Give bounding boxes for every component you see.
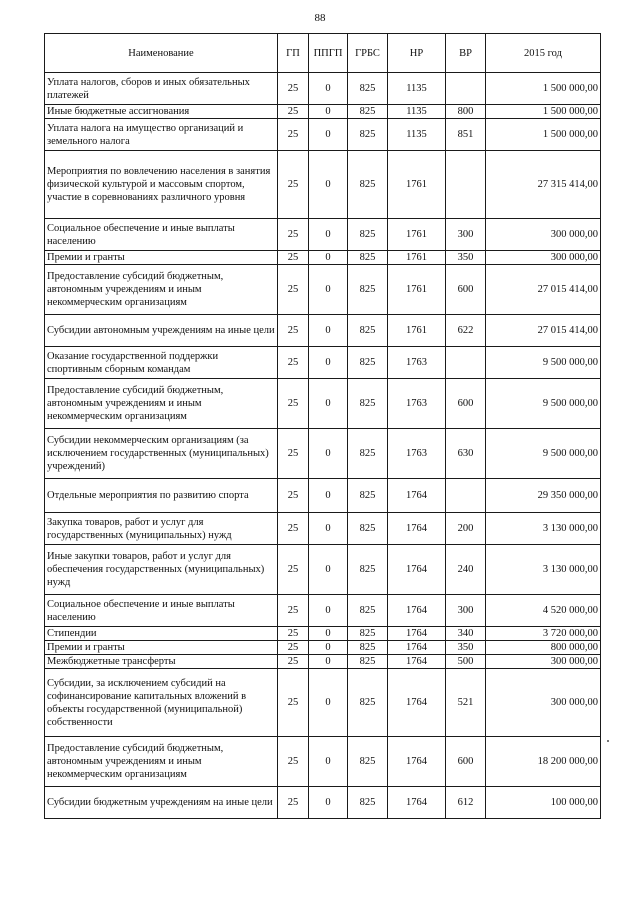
row-name: Иные закупки товаров, работ и услуг для обеспечения государственных (муниципальных) нужд xyxy=(45,545,278,595)
row-amount: 9 500 000,00 xyxy=(486,347,601,379)
row-ppgp: 0 xyxy=(309,151,348,219)
row-amount: 18 200 000,00 xyxy=(486,737,601,787)
row-grbs: 825 xyxy=(348,545,388,595)
row-np: 1761 xyxy=(388,219,446,251)
row-name: Уплата налогов, сборов и иных обязательных платежей xyxy=(45,73,278,105)
row-ppgp: 0 xyxy=(309,251,348,265)
row-amount: 300 000,00 xyxy=(486,251,601,265)
row-ppgp: 0 xyxy=(309,669,348,737)
row-grbs: 825 xyxy=(348,219,388,251)
row-gp: 25 xyxy=(278,737,309,787)
row-gp: 25 xyxy=(278,379,309,429)
row-name: Предоставление субсидий бюджетным, автономным учреждениям и иным некоммерческим организациям xyxy=(45,379,278,429)
row-ppgp: 0 xyxy=(309,655,348,669)
row-ppgp: 0 xyxy=(309,379,348,429)
row-np: 1764 xyxy=(388,737,446,787)
row-vr: 240 xyxy=(446,545,486,595)
row-ppgp: 0 xyxy=(309,737,348,787)
table-row xyxy=(45,479,601,513)
row-name: Субсидии автономным учреждениям на иные цели xyxy=(45,315,278,347)
row-ppgp: 0 xyxy=(309,429,348,479)
row-ppgp: 0 xyxy=(309,347,348,379)
row-name: Премии и гранты xyxy=(45,641,278,655)
table-row xyxy=(45,151,601,219)
table-row xyxy=(45,669,601,737)
row-ppgp: 0 xyxy=(309,595,348,627)
row-name: Социальное обеспечение и иные выплаты населению xyxy=(45,219,278,251)
row-grbs: 825 xyxy=(348,151,388,219)
row-gp: 25 xyxy=(278,545,309,595)
row-grbs: 825 xyxy=(348,669,388,737)
row-gp: 25 xyxy=(278,655,309,669)
row-vr: 622 xyxy=(446,315,486,347)
header-amount: 2015 год xyxy=(486,34,601,73)
row-vr xyxy=(446,479,486,513)
row-vr: 630 xyxy=(446,429,486,479)
row-gp: 25 xyxy=(278,627,309,641)
row-ppgp: 0 xyxy=(309,787,348,819)
row-vr: 612 xyxy=(446,787,486,819)
row-np: 1764 xyxy=(388,787,446,819)
row-gp: 25 xyxy=(278,479,309,513)
row-vr: 600 xyxy=(446,737,486,787)
row-amount: 300 000,00 xyxy=(486,219,601,251)
table-body xyxy=(45,73,601,819)
row-vr: 200 xyxy=(446,513,486,545)
row-gp: 25 xyxy=(278,73,309,105)
row-amount: 9 500 000,00 xyxy=(486,429,601,479)
row-amount: 300 000,00 xyxy=(486,655,601,669)
row-amount: 1 500 000,00 xyxy=(486,73,601,105)
row-gp: 25 xyxy=(278,219,309,251)
row-np: 1761 xyxy=(388,265,446,315)
table-row xyxy=(45,219,601,251)
row-name: Межбюджетные трансферты xyxy=(45,655,278,669)
row-name: Предоставление субсидий бюджетным, автономным учреждениям и иным некоммерческим организациям xyxy=(45,737,278,787)
row-vr: 340 xyxy=(446,627,486,641)
row-ppgp: 0 xyxy=(309,73,348,105)
row-np: 1764 xyxy=(388,545,446,595)
row-np: 1135 xyxy=(388,105,446,119)
budget-table xyxy=(44,33,601,819)
row-grbs: 825 xyxy=(348,265,388,315)
row-gp: 25 xyxy=(278,347,309,379)
row-gp: 25 xyxy=(278,265,309,315)
row-amount: 3 720 000,00 xyxy=(486,627,601,641)
table-row xyxy=(45,513,601,545)
row-amount: 3 130 000,00 xyxy=(486,545,601,595)
row-grbs: 825 xyxy=(348,119,388,151)
row-np: 1763 xyxy=(388,347,446,379)
row-grbs: 825 xyxy=(348,513,388,545)
row-name: Закупка товаров, работ и услуг для государственных (муниципальных) нужд xyxy=(45,513,278,545)
row-np: 1761 xyxy=(388,251,446,265)
scan-speck xyxy=(607,740,609,742)
header-vr: ВР xyxy=(446,34,486,73)
row-vr: 350 xyxy=(446,251,486,265)
row-gp: 25 xyxy=(278,513,309,545)
header-name: Наименование xyxy=(45,34,278,73)
header-ppgp: ППГП xyxy=(309,34,348,73)
row-vr: 300 xyxy=(446,595,486,627)
row-ppgp: 0 xyxy=(309,513,348,545)
row-amount: 1 500 000,00 xyxy=(486,119,601,151)
row-gp: 25 xyxy=(278,669,309,737)
row-gp: 25 xyxy=(278,315,309,347)
row-vr xyxy=(446,73,486,105)
row-amount: 29 350 000,00 xyxy=(486,479,601,513)
row-vr: 350 xyxy=(446,641,486,655)
table-row xyxy=(45,73,601,105)
table-row xyxy=(45,347,601,379)
header-grbs: ГРБС xyxy=(348,34,388,73)
row-np: 1764 xyxy=(388,627,446,641)
row-ppgp: 0 xyxy=(309,219,348,251)
row-grbs: 825 xyxy=(348,655,388,669)
row-name: Иные бюджетные ассигнования xyxy=(45,105,278,119)
row-vr: 600 xyxy=(446,265,486,315)
table-row xyxy=(45,545,601,595)
row-amount: 800 000,00 xyxy=(486,641,601,655)
row-np: 1763 xyxy=(388,379,446,429)
header-gp: ГП xyxy=(278,34,309,73)
row-np: 1764 xyxy=(388,595,446,627)
row-ppgp: 0 xyxy=(309,627,348,641)
row-ppgp: 0 xyxy=(309,545,348,595)
table-row xyxy=(45,379,601,429)
row-name: Социальное обеспечение и иные выплаты населению xyxy=(45,595,278,627)
row-grbs: 825 xyxy=(348,787,388,819)
row-gp: 25 xyxy=(278,151,309,219)
row-ppgp: 0 xyxy=(309,105,348,119)
table-header-row xyxy=(45,34,601,73)
row-grbs: 825 xyxy=(348,73,388,105)
row-np: 1764 xyxy=(388,669,446,737)
row-ppgp: 0 xyxy=(309,315,348,347)
row-np: 1761 xyxy=(388,315,446,347)
row-np: 1763 xyxy=(388,429,446,479)
row-ppgp: 0 xyxy=(309,119,348,151)
row-gp: 25 xyxy=(278,787,309,819)
row-grbs: 825 xyxy=(348,627,388,641)
row-gp: 25 xyxy=(278,641,309,655)
row-gp: 25 xyxy=(278,119,309,151)
table-row xyxy=(45,787,601,819)
table-row xyxy=(45,265,601,315)
row-name: Премии и гранты xyxy=(45,251,278,265)
row-name: Мероприятия по вовлечению населения в занятия физической культурой и массовым спортом, участие в соревнованиях различного уровня xyxy=(45,151,278,219)
row-amount: 3 130 000,00 xyxy=(486,513,601,545)
row-name: Предоставление субсидий бюджетным, автономным учреждениям и иным некоммерческим организациям xyxy=(45,265,278,315)
row-grbs: 825 xyxy=(348,379,388,429)
table-row xyxy=(45,737,601,787)
row-name: Субсидии бюджетным учреждениям на иные цели xyxy=(45,787,278,819)
row-np: 1761 xyxy=(388,151,446,219)
row-vr: 851 xyxy=(446,119,486,151)
row-name: Оказание государственной поддержки спортивным сборным командам xyxy=(45,347,278,379)
row-amount: 300 000,00 xyxy=(486,669,601,737)
row-np: 1764 xyxy=(388,513,446,545)
row-ppgp: 0 xyxy=(309,479,348,513)
row-np: 1764 xyxy=(388,655,446,669)
table-row xyxy=(45,315,601,347)
page-number: 88 xyxy=(314,12,326,24)
row-name: Уплата налога на имущество организаций и земельного налога xyxy=(45,119,278,151)
row-grbs: 825 xyxy=(348,737,388,787)
table-row xyxy=(45,119,601,151)
row-ppgp: 0 xyxy=(309,641,348,655)
row-name: Субсидии, за исключением субсидий на софинансирование капитальных вложений в объекты государственной (муниципальной) собственности xyxy=(45,669,278,737)
row-ppgp: 0 xyxy=(309,265,348,315)
row-name: Субсидии некоммерческим организациям (за исключением государственных (муниципальных) учреждений) xyxy=(45,429,278,479)
row-vr: 600 xyxy=(446,379,486,429)
row-np: 1764 xyxy=(388,479,446,513)
row-np: 1764 xyxy=(388,641,446,655)
row-gp: 25 xyxy=(278,429,309,479)
table-row xyxy=(45,655,601,669)
row-grbs: 825 xyxy=(348,315,388,347)
table-row xyxy=(45,429,601,479)
table-row xyxy=(45,251,601,265)
row-amount: 4 520 000,00 xyxy=(486,595,601,627)
row-amount: 27 015 414,00 xyxy=(486,265,601,315)
row-np: 1135 xyxy=(388,119,446,151)
row-np: 1135 xyxy=(388,73,446,105)
row-vr xyxy=(446,347,486,379)
row-grbs: 825 xyxy=(348,641,388,655)
row-amount: 27 015 414,00 xyxy=(486,315,601,347)
row-grbs: 825 xyxy=(348,595,388,627)
row-grbs: 825 xyxy=(348,251,388,265)
header-np: НР xyxy=(388,34,446,73)
row-amount: 27 315 414,00 xyxy=(486,151,601,219)
row-gp: 25 xyxy=(278,595,309,627)
row-gp: 25 xyxy=(278,105,309,119)
row-vr: 300 xyxy=(446,219,486,251)
row-vr: 800 xyxy=(446,105,486,119)
row-vr: 500 xyxy=(446,655,486,669)
table-row xyxy=(45,627,601,641)
row-gp: 25 xyxy=(278,251,309,265)
row-grbs: 825 xyxy=(348,429,388,479)
table-row xyxy=(45,641,601,655)
row-vr: 521 xyxy=(446,669,486,737)
row-amount: 1 500 000,00 xyxy=(486,105,601,119)
row-amount: 9 500 000,00 xyxy=(486,379,601,429)
row-grbs: 825 xyxy=(348,479,388,513)
table-row xyxy=(45,105,601,119)
row-amount: 100 000,00 xyxy=(486,787,601,819)
row-name: Стипендии xyxy=(45,627,278,641)
row-name: Отдельные мероприятия по развитию спорта xyxy=(45,479,278,513)
row-vr xyxy=(446,151,486,219)
table-row xyxy=(45,595,601,627)
row-grbs: 825 xyxy=(348,105,388,119)
row-grbs: 825 xyxy=(348,347,388,379)
